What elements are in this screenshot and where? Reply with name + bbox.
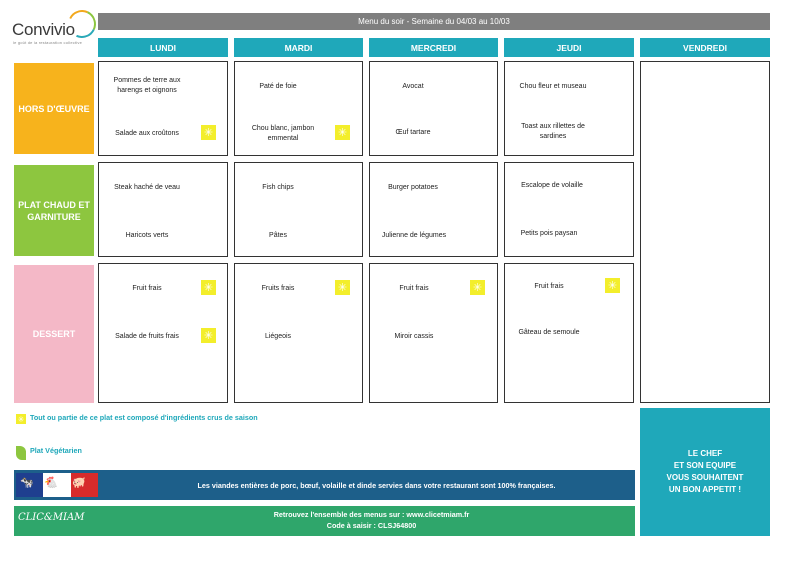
website-info: [94, 509, 649, 531]
cell-mercredi-plat: [369, 162, 498, 257]
dish: Liégeois: [264, 333, 292, 340]
cell-mercredi-hors: [369, 61, 498, 156]
dish: Fruit frais: [399, 285, 429, 292]
row-label-dessert: DESSERT: [14, 265, 94, 403]
seasonal-sun-icon: ✳: [201, 280, 216, 295]
cell-jeudi-dessert: [504, 263, 634, 403]
dish: Escalope de volaille: [521, 182, 583, 189]
logo-tagline: le goût de la restauration collective: [13, 40, 82, 45]
cell-mardi-hors: [234, 61, 363, 156]
cell-jeudi-plat: [504, 162, 634, 257]
row-label-plat-chaud: PLAT CHAUD ET GARNITURE: [14, 165, 94, 256]
dish: Gâteau de semoule: [518, 329, 580, 336]
dish: Œuf tartare: [395, 129, 431, 136]
dish: Pommes de terre aux harengs et oignons: [113, 77, 181, 94]
day-header-mercredi: MERCREDI: [369, 38, 498, 57]
dish: Miroir cassis: [394, 333, 434, 340]
dish: Fruits frais: [261, 285, 295, 292]
dish: Fish chips: [262, 184, 294, 191]
dish: Toast aux rillettes de sardines: [521, 123, 585, 140]
convivio-logo: [8, 8, 103, 48]
dish: Julienne de légumes: [381, 232, 447, 239]
dish: Chou blanc, jambon emmental: [251, 125, 315, 142]
row-label-hors-doeuvre: HORS D'ŒUVRE: [14, 63, 94, 154]
origin-banner: [14, 470, 635, 500]
cow-icon: 🐄: [20, 477, 34, 489]
menu-title: Menu du soir - Semaine du 04/03 au 10/03: [98, 13, 770, 30]
cell-mardi-plat: [234, 162, 363, 257]
chicken-icon: 🐔: [44, 477, 58, 489]
vegetarian-leaf-icon: [16, 446, 26, 460]
seasonal-sun-icon: ✳: [605, 278, 620, 293]
chef-message: [640, 408, 770, 536]
cell-lundi-plat: [98, 162, 228, 257]
cell-jeudi-hors: [504, 61, 634, 156]
origin-note: Les viandes entières de porc, bœuf, volaille et dinde servies dans votre restaurant sont 100% françaises.: [197, 480, 556, 490]
seasonal-sun-icon: ✳: [201, 328, 216, 343]
website-line[interactable]: Retrouvez l'ensemble des menus sur : www.clicetmiam.fr: [273, 510, 470, 519]
dish: Fruit frais: [132, 285, 162, 292]
access-code: Code à saisir : CLSJ64800: [326, 521, 417, 530]
dish: Fruit frais: [534, 283, 564, 290]
cell-vendredi: [640, 61, 770, 403]
logo-name: Convivio: [12, 20, 75, 39]
seasonal-sun-icon: ✳: [201, 125, 216, 140]
seasonal-sun-icon: ✳: [335, 280, 350, 295]
seasonal-sun-icon: ✳: [17, 414, 25, 424]
clicetmiam-logo: CLIC&MIAM: [18, 512, 85, 523]
chef-line: UN BON APPETIT !: [668, 485, 742, 494]
day-header-jeudi: JEUDI: [504, 38, 634, 57]
dish: Chou fleur et museau: [519, 83, 587, 90]
chef-line: ET SON EQUIPE: [673, 461, 737, 470]
cell-mercredi-dessert: [369, 263, 498, 403]
legend-seasonal: Tout ou partie de ce plat est composé d'ingrédients crus de saison: [30, 413, 258, 422]
pig-icon: 🐖: [72, 477, 86, 489]
day-header-vendredi: VENDREDI: [640, 38, 770, 57]
dish: Steak haché de veau: [114, 184, 180, 191]
dish: Salade de fruits frais: [115, 333, 179, 340]
cell-mardi-dessert: [234, 263, 363, 403]
cell-lundi-hors: [98, 61, 228, 156]
chef-line: VOUS SOUHAITENT: [666, 473, 744, 482]
cell-lundi-dessert: [98, 263, 228, 403]
dish: Burger potatoes: [388, 184, 438, 191]
day-header-lundi: LUNDI: [98, 38, 228, 57]
dish: Salade aux croûtons: [115, 130, 179, 137]
legend-vegetarian: Plat Végétarien: [30, 446, 82, 455]
day-header-mardi: MARDI: [234, 38, 363, 57]
dish: Haricots verts: [125, 232, 169, 239]
dish: Avocat: [402, 83, 424, 90]
seasonal-sun-icon: ✳: [470, 280, 485, 295]
seasonal-sun-icon: ✳: [335, 125, 350, 140]
dish: Petits pois paysan: [520, 230, 578, 237]
dish: Paté de foie: [259, 83, 297, 90]
website-banner: [14, 506, 635, 536]
chef-line: LE CHEF: [687, 449, 723, 458]
dish: Pâtes: [269, 232, 287, 239]
